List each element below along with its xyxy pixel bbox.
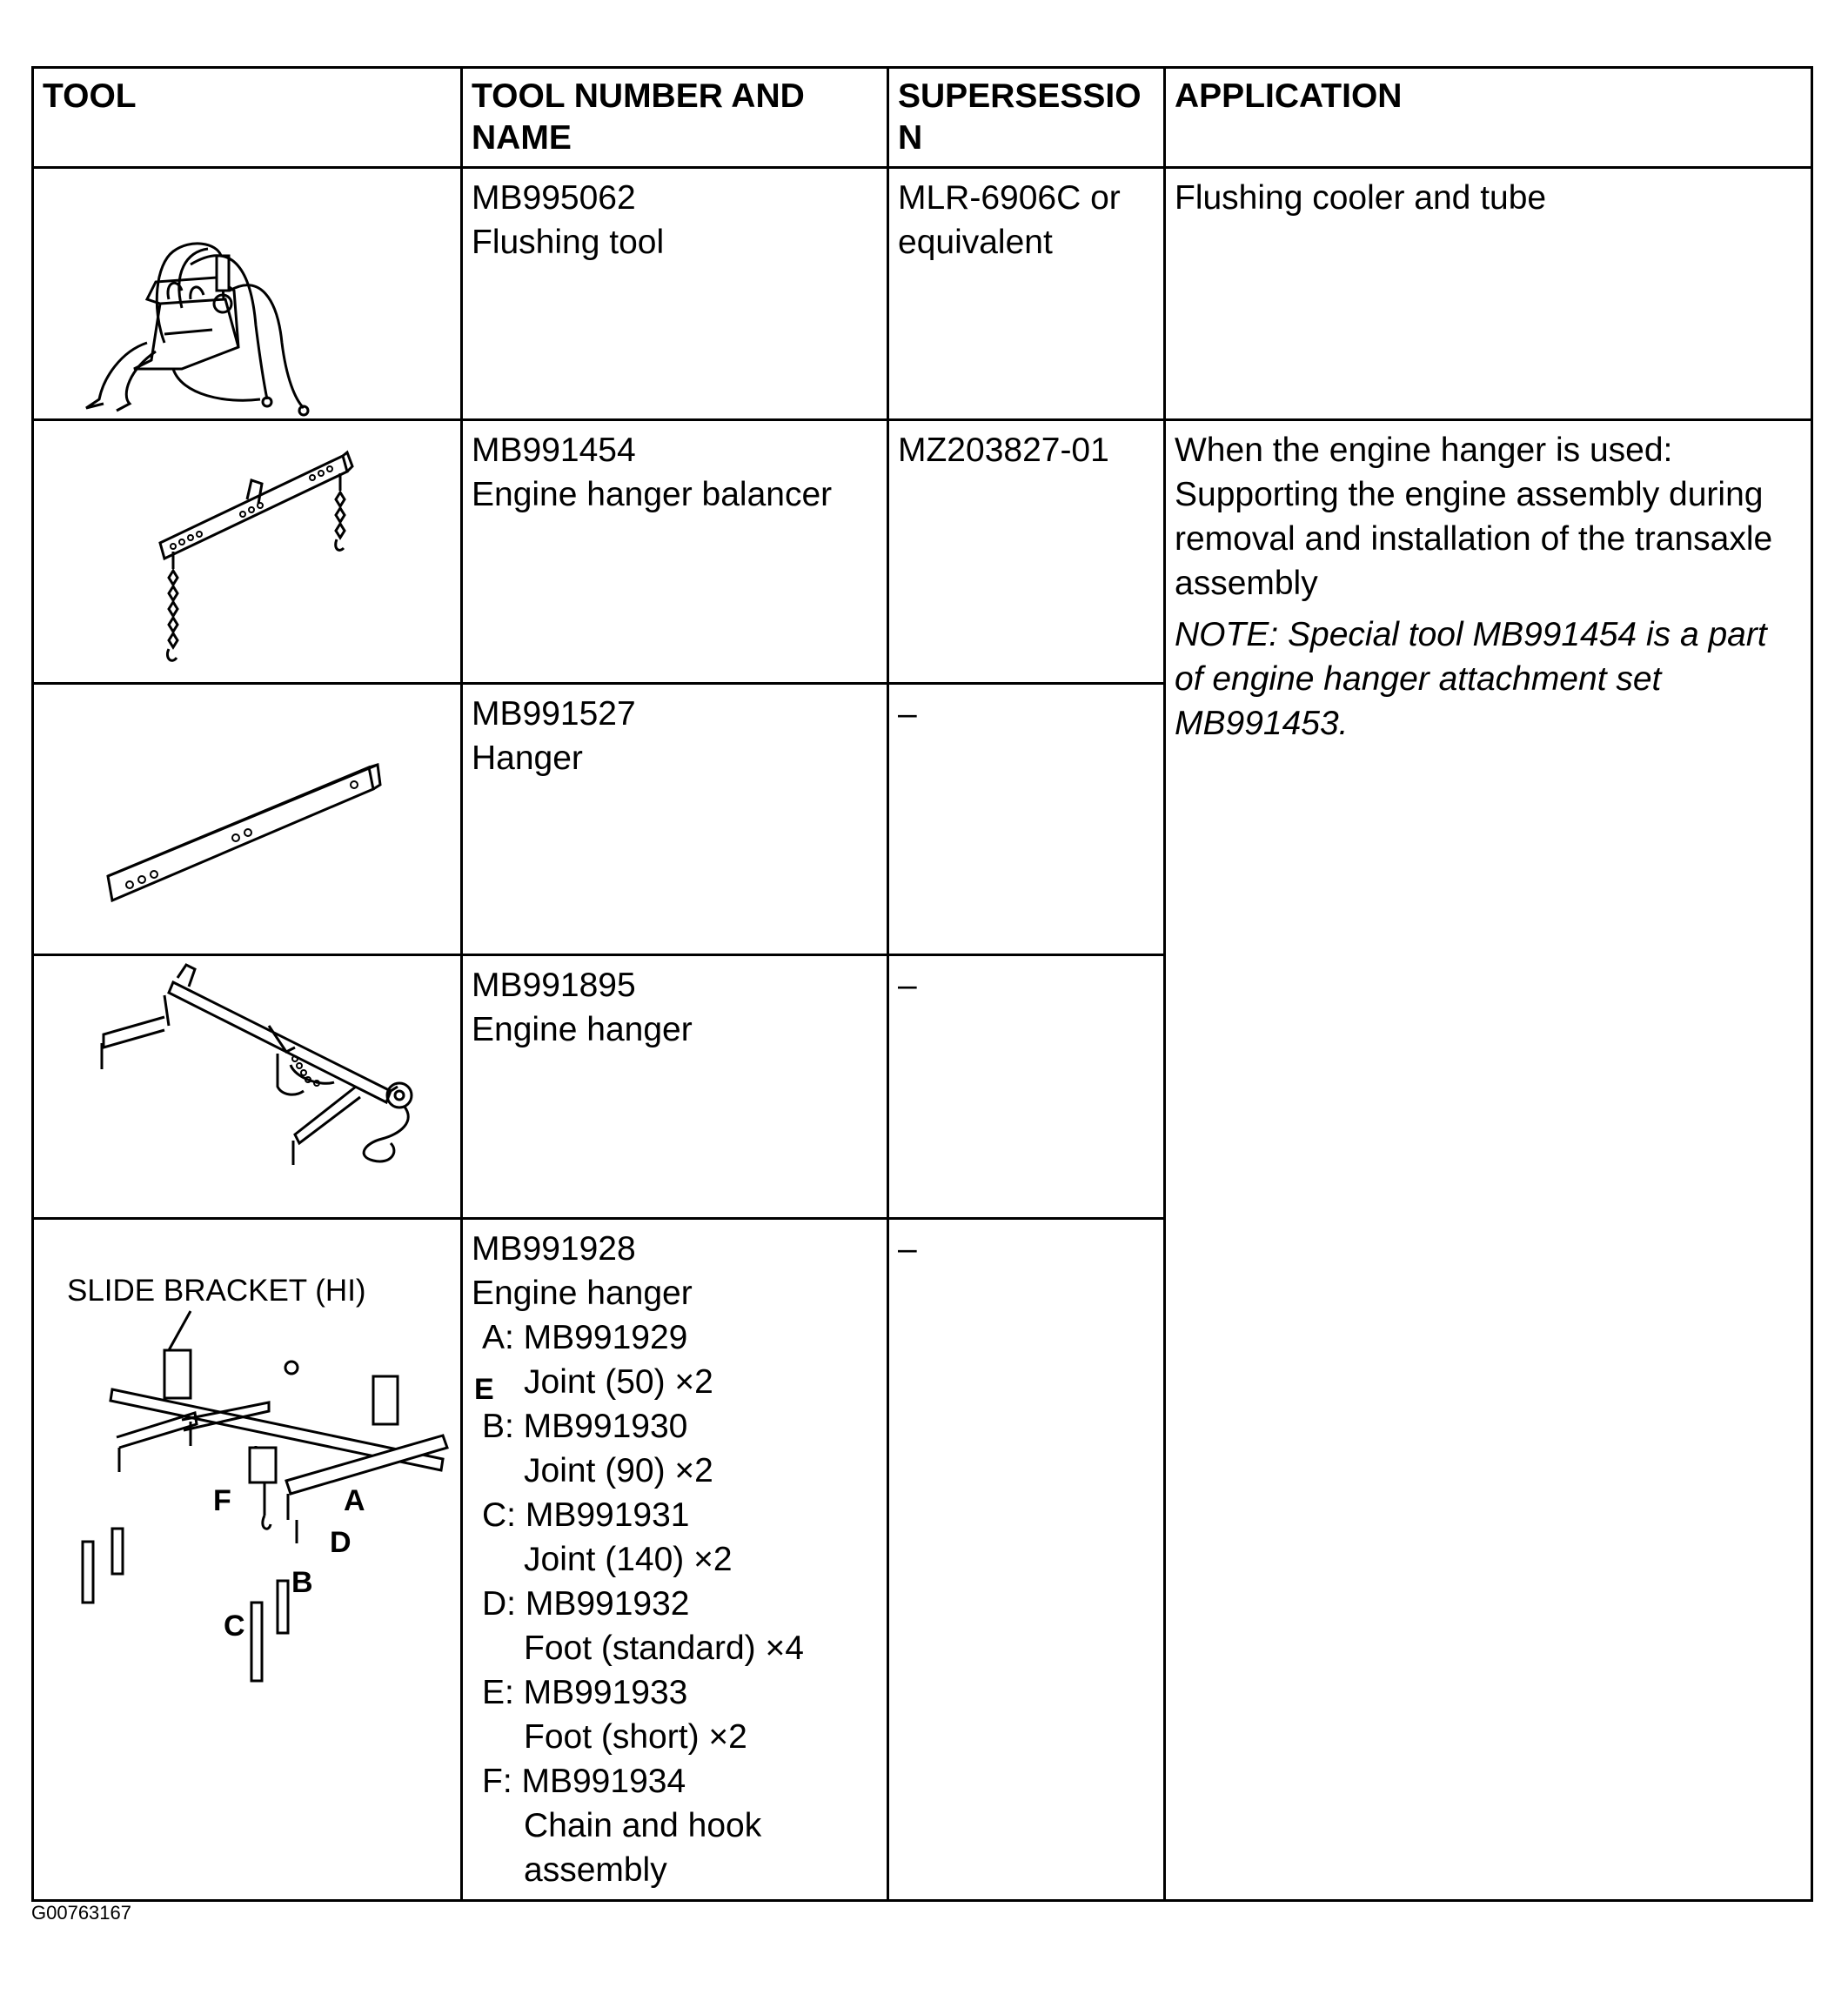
part-item <box>472 1670 878 1759</box>
tool-name: Engine hanger <box>472 1011 693 1048</box>
label-f: F <box>213 1484 231 1517</box>
tool-number: MB991928 <box>472 1230 636 1268</box>
supersession-line1: MLR-6906C or <box>898 179 1121 217</box>
engine-hanger-set-icon <box>34 1220 463 1893</box>
tool-number-cell <box>462 684 888 955</box>
tool-number: MB991527 <box>472 695 636 733</box>
header-tool: TOOL <box>33 68 462 168</box>
table-row <box>33 168 1812 420</box>
tool-number-cell <box>462 955 888 1219</box>
tool-number: MB991454 <box>472 432 636 469</box>
tool-number-cell <box>462 420 888 684</box>
part-code: C: MB991931 <box>482 1496 690 1534</box>
engine-hanger-icon <box>34 956 463 1220</box>
slide-bracket-label: SLIDE BRACKET (HI) <box>67 1274 366 1308</box>
part-code: B: MB991930 <box>482 1408 688 1445</box>
supersession-cell: – <box>888 955 1165 1219</box>
label-d: D <box>330 1526 352 1559</box>
figure-id: G00763167 <box>31 1902 131 1924</box>
header-supersession-line1: SUPERSESSIO <box>898 77 1142 115</box>
part-item <box>472 1404 878 1493</box>
hanger-bar-icon <box>34 685 463 956</box>
label-a: A <box>344 1484 365 1517</box>
header-tool-number-line1: TOOL NUMBER AND <box>472 77 805 115</box>
part-code: D: MB991932 <box>482 1585 690 1623</box>
header-tool-number <box>462 68 888 168</box>
tool-name: Flushing tool <box>472 224 665 261</box>
application-merged-cell <box>1165 420 1812 1901</box>
tool-number: MB995062 <box>472 179 636 217</box>
part-desc: Chain and hook <box>524 1807 762 1844</box>
supersession-cell: – <box>888 1219 1165 1901</box>
part-desc: Joint (140) ×2 <box>524 1541 733 1578</box>
header-tool-number-line2: NAME <box>472 119 572 157</box>
label-e: E <box>474 1373 494 1406</box>
label-b: B <box>291 1566 313 1599</box>
flushing-tool-icon <box>34 169 463 421</box>
application-text: When the engine hanger is used: Supporting the engine assembly during removal and installation of the transaxle assembly <box>1175 432 1773 602</box>
tool-number-cell <box>462 1219 888 1901</box>
supersession-line2: equivalent <box>898 224 1053 261</box>
part-desc-line2: assembly <box>524 1851 667 1889</box>
supersession-cell: MZ203827-01 <box>888 420 1165 684</box>
part-item <box>472 1582 878 1670</box>
hanger-balancer-icon <box>34 421 463 685</box>
part-item <box>472 1493 878 1582</box>
application-note: NOTE: Special tool MB991454 is a part of engine hanger attachment set MB991453. <box>1175 616 1767 742</box>
label-c: C <box>224 1610 245 1643</box>
tool-name: Engine hanger balancer <box>472 476 833 513</box>
part-desc: Joint (90) ×2 <box>524 1452 713 1489</box>
part-item <box>472 1759 878 1892</box>
table-row <box>33 420 1812 684</box>
engine-hanger-balancer-illustration <box>33 420 462 684</box>
part-code: F: MB991934 <box>482 1763 686 1800</box>
part-item <box>472 1315 878 1404</box>
engine-hanger-illustration <box>33 955 462 1219</box>
tool-name: Hanger <box>472 740 583 777</box>
table-header-row <box>33 68 1812 168</box>
special-tools-table <box>31 66 1813 1902</box>
part-desc: Foot (short) ×2 <box>524 1718 747 1756</box>
header-application: APPLICATION <box>1165 68 1812 168</box>
flushing-tool-illustration <box>33 168 462 420</box>
hanger-illustration <box>33 684 462 955</box>
tool-name: Engine hanger <box>472 1275 693 1312</box>
tool-number: MB991895 <box>472 967 636 1004</box>
header-supersession <box>888 68 1165 168</box>
application-cell: Flushing cooler and tube <box>1165 168 1812 420</box>
header-supersession-line2: N <box>898 119 923 157</box>
part-code: E: MB991933 <box>482 1674 688 1711</box>
tool-number-cell <box>462 168 888 420</box>
part-code: A: MB991929 <box>482 1319 688 1356</box>
part-desc: Foot (standard) ×4 <box>524 1630 804 1667</box>
engine-hanger-set-illustration <box>33 1219 494 1901</box>
supersession-cell <box>888 168 1165 420</box>
part-desc: Joint (50) ×2 <box>524 1363 713 1401</box>
supersession-cell: – <box>888 684 1165 955</box>
